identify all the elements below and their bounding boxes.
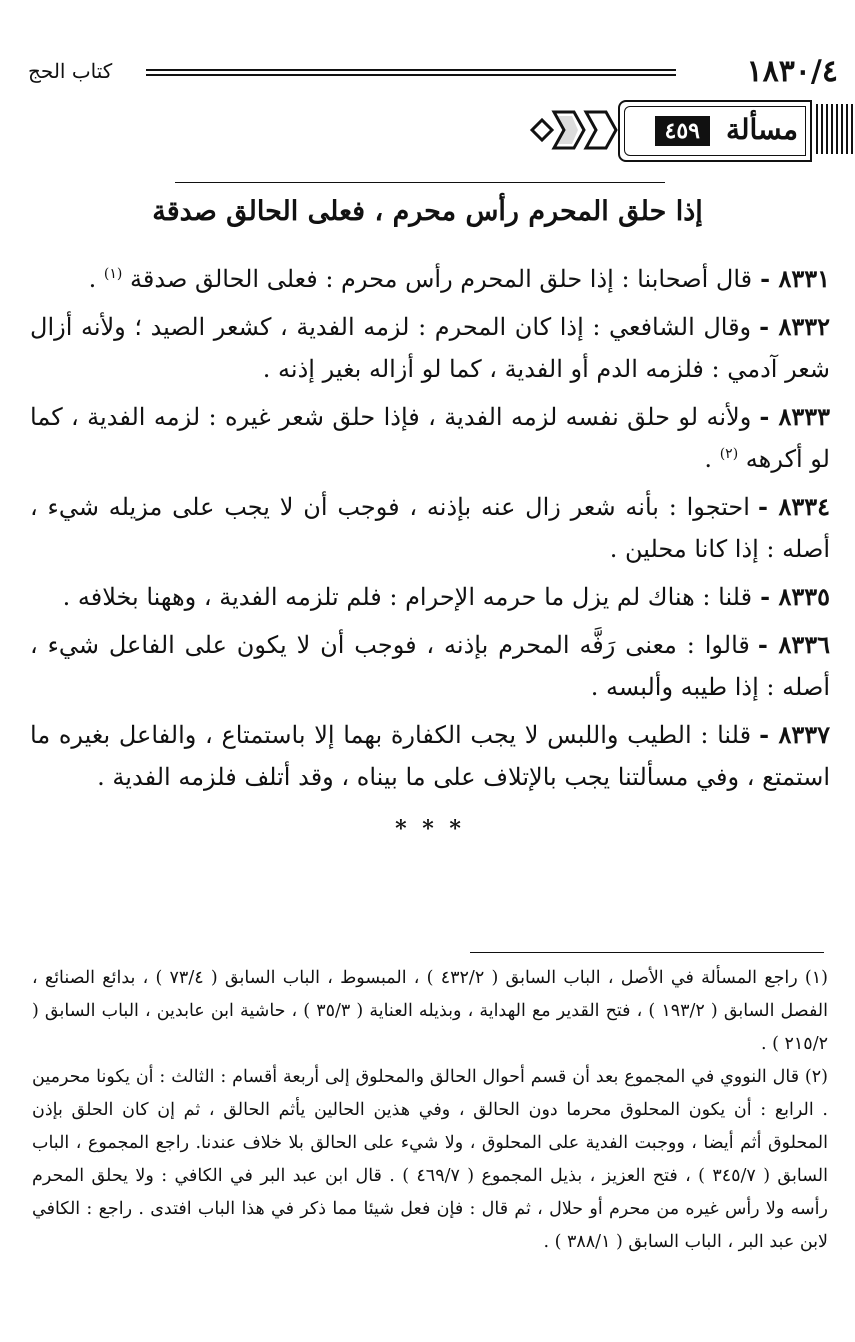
paragraph [30, 258, 830, 300]
paragraph-number: ٨٣٣٥ - [760, 582, 830, 611]
paragraph-number: ٨٣٣٧ - [759, 720, 830, 749]
masala-banner [528, 100, 855, 162]
masala-label: مسألة [725, 113, 798, 146]
paragraph-number: ٨٣٣٦ - [757, 630, 831, 659]
footnote-rule [470, 952, 824, 953]
paragraph-text: قالوا : معنى رَفَّه المحرم بإذنه ، فوجب أن لا يكون على الفاعل شيء ، أصله : إذا طيبه وألبسه . [30, 631, 830, 701]
paragraph-text: قلنا : الطيب واللبس لا يجب الكفارة بهما إلا باستمتاع ، والفاعل بغيره ما استمتع ، وفي مسألتنا يجب بالإتلاف على ما بيناه ، وقد أتلف فلزمه الفدية . [30, 721, 830, 791]
footnote-ref: (٢) [719, 446, 739, 462]
paragraph-text: قلنا : هناك لم يزل ما حرمه الإحرام : فلم تلزمه الفدية ، وههنا بخلافه . [62, 583, 753, 611]
book-title: كتاب الحج [28, 59, 113, 83]
footnote-ref: (١) [103, 266, 123, 282]
footnote: (٢) قال النووي في المجموع بعد أن قسم أحوال الحالق والمحلوق إلى أربعة أقسام : الثالث : أن يكونا محرمين . الرابع : أن يكون المحلوق محرما دون الحالق ، وفي هذين الحالين يأثم الحالق ، ثم إن كان الحلق بإذن المحلوق أثم أيضا ، ووجبت الفدية على المحلوق ، ولا شيء على الحالق بلا خلاف عندنا. راجع المجموع ، الباب السابق ( ٣٤٥/٧ ) ، فتح العزيز ، بذيل المجموع ( ٤٦٩/٧ ) . قال ابن عبد البر في الكافي : ولا يحلق المحرم رأسه ولا رأس غيره من محرم أو حلال ، ثم قال : فإن فعل شيئا مما ذكر في هذا الباب افتدى . راجع : الكافي لابن عبد البر ، الباب السابق ( ٣٨٨/١ ) . [32, 1067, 828, 1252]
header-double-rule [146, 69, 676, 76]
paragraph-end: . [88, 265, 104, 293]
paragraph-text: ولأنه لو حلق نفسه لزمه الفدية ، فإذا حلق شعر غيره : لزمه الفدية ، كما لو أكرهه [30, 403, 830, 473]
footnotes [32, 962, 828, 1259]
footnote: (١) راجع المسألة في الأصل ، الباب السابق ( ٤٣٢/٢ ) ، المبسوط ، الباب السابق ( ٧٣/٤ ) ، بدائع الصنائع ، الفصل السابق ( ١٩٣/٢ ) ، فتح القدير مع الهداية ، وبذيله العناية ( ٣٥/٣ ) ، حاشية ابن عابدين ، الباب السابق ( ٢١٥/٢ ) . [32, 968, 828, 1054]
paragraph-number: ٨٣٣٢ - [759, 312, 830, 341]
paragraph [30, 624, 830, 708]
decorative-bars [816, 104, 855, 154]
paragraph [30, 486, 830, 570]
main-text [30, 258, 830, 842]
paragraph-text: قال أصحابنا : إذا حلق المحرم رأس محرم : فعلى الحالق صدقة [130, 265, 753, 293]
masala-box [620, 100, 855, 160]
masala-number: ٤٥٩ [655, 116, 710, 146]
paragraph [30, 576, 830, 618]
masala-frame [618, 100, 812, 162]
ornament-icon [528, 102, 620, 158]
paragraph-number: ٨٣٣٣ - [759, 402, 830, 431]
paragraph-text: وقال الشافعي : إذا كان المحرم : لزمه الفدية ، كشعر الصيد ؛ ولأنه أزال شعر آدمي : فلزمه الدم أو الفدية ، كما لو أزاله بغير إذنه . [30, 313, 830, 383]
issue-title: إذا حلق المحرم رأس محرم ، فعلى الحالق صدقة [152, 196, 703, 227]
section-separator: * * * [395, 816, 465, 842]
paragraph [30, 306, 830, 390]
paragraph-number: ٨٣٣١ - [760, 264, 830, 293]
paragraph-number: ٨٣٣٤ - [757, 492, 830, 521]
running-header [28, 52, 838, 92]
title-rule [175, 182, 665, 183]
paragraph-text: احتجوا : بأنه شعر زال عنه بإذنه ، فوجب أن لا يجب على مزيله شيء ، أصله : إذا كانا محلين . [30, 493, 830, 563]
page-number: ١٨٣٠/٤ [746, 54, 838, 89]
paragraph-end: . [704, 445, 720, 473]
paragraph [30, 396, 830, 480]
paragraph [30, 714, 830, 798]
